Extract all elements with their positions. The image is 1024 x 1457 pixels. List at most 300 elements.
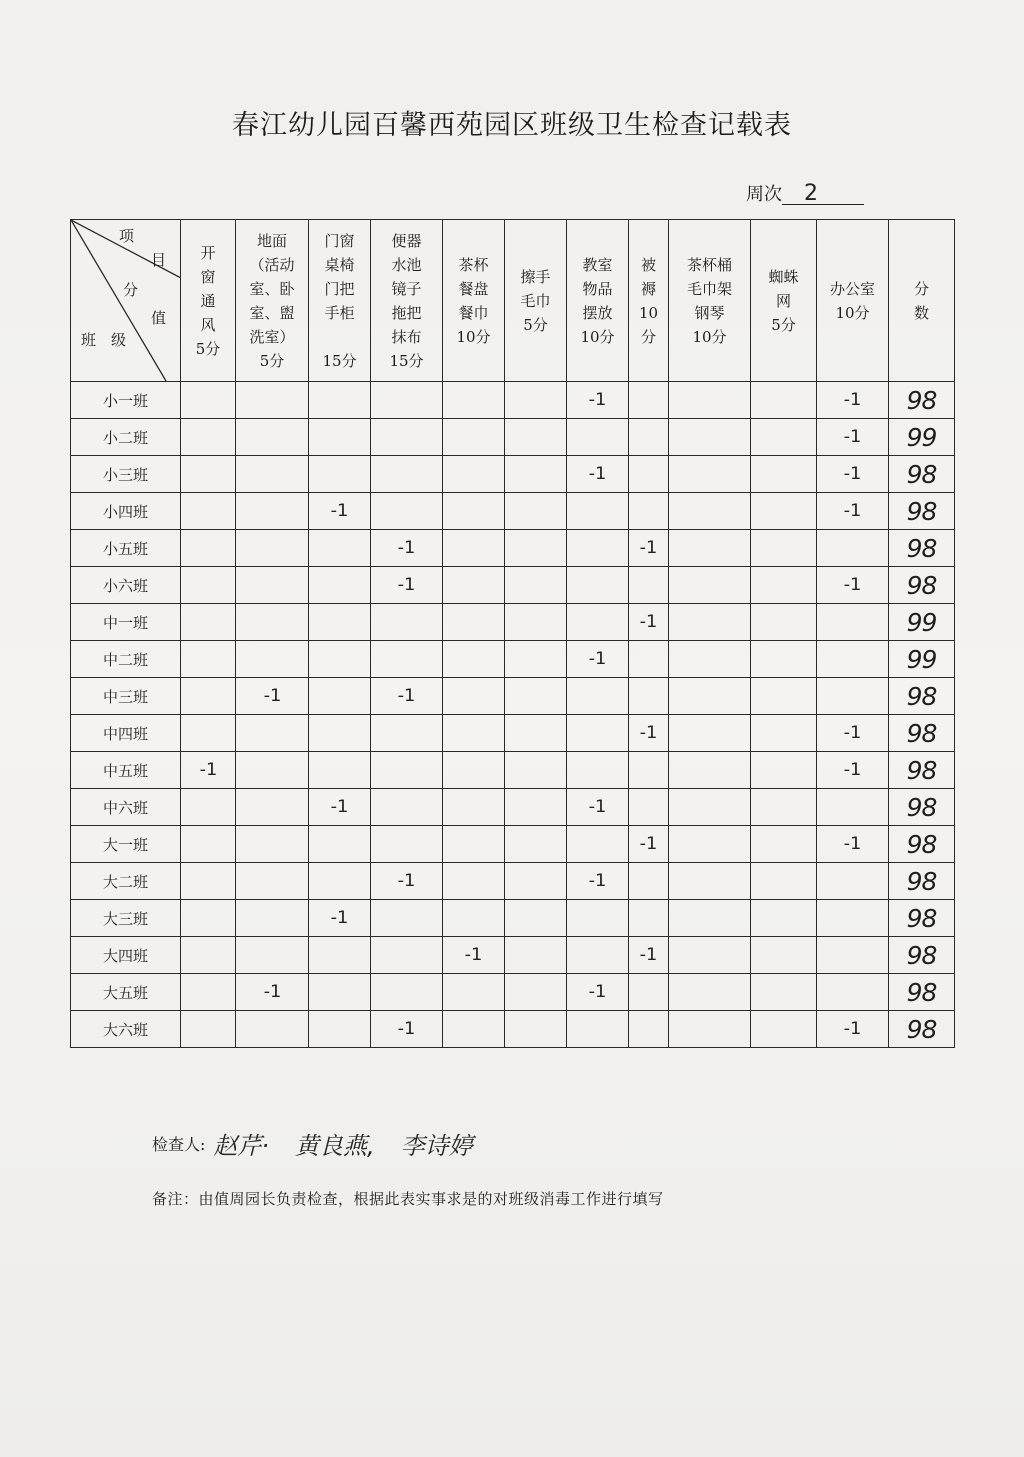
deduction-cell [751,456,817,493]
deduction-cell [371,937,443,974]
column-header-line: 地面 [256,231,287,250]
deduction-cell [505,752,567,789]
deduction-cell [629,641,669,678]
deduction-cell [567,789,629,826]
deduction-cell [309,493,371,530]
column-header-line: 教室 [582,255,613,274]
column-header-line: （活动 [249,255,295,274]
deduction-cell [371,678,443,715]
score-value: 98 [906,1014,937,1044]
deduction-cell [751,567,817,604]
deduction-cell [817,1011,889,1048]
column-header-line: 窗 [200,267,216,286]
score-cell [889,826,955,863]
deduction-mark: -1 [397,686,416,706]
table-row [71,382,955,419]
score-value: 98 [906,977,937,1007]
deduction-cell [181,419,236,456]
header-row [71,220,955,382]
remark-note: 备注：由值周园长负责检查，根据此表实事求是的对班级消毒工作进行填写 [152,1190,664,1208]
deduction-cell [751,974,817,1011]
score-cell [889,604,955,641]
deduction-cell [181,974,236,1011]
column-header-line: 室、卧 [249,279,295,298]
deduction-cell [669,641,751,678]
deduction-mark: -1 [263,686,281,706]
table-row [71,493,955,530]
column-header-line: 餐巾 [458,303,489,322]
deduction-cell [629,863,669,900]
deduction-mark: -1 [843,575,862,595]
deduction-cell [236,863,309,900]
deduction-cell [309,678,371,715]
column-header-line: 手柜 [324,303,355,322]
inspector-signature-1: 赵芹· [213,1132,270,1160]
deduction-cell [751,752,817,789]
deduction-cell [236,419,309,456]
deduction-cell [567,715,629,752]
deduction-cell [309,974,371,1011]
table-row [71,678,955,715]
deduction-cell [669,567,751,604]
deduction-cell [567,493,629,530]
score-cell [889,419,955,456]
deduction-cell [309,863,371,900]
score-value: 98 [906,903,937,933]
deduction-cell [669,530,751,567]
deduction-cell [817,382,889,419]
deduction-cell [629,530,669,567]
score-value: 98 [906,533,937,563]
deduction-cell [236,678,309,715]
score-cell [889,789,955,826]
deduction-cell [669,382,751,419]
deduction-mark: -1 [639,538,658,558]
table-row [71,789,955,826]
inspector-signature-3: 李诗婷 [400,1132,473,1160]
score-cell [889,752,955,789]
deduction-cell [505,863,567,900]
deduction-cell [443,419,505,456]
deduction-cell [443,493,505,530]
deduction-cell [443,900,505,937]
column-header-line: 摆放 [582,303,613,322]
column-header-line: 分 [913,279,929,298]
column-header-2 [236,220,309,382]
column-header-line: 室、盥 [249,303,295,322]
deduction-cell [629,937,669,974]
deduction-mark: -1 [263,982,281,1002]
column-header-line: 桌椅 [324,255,355,274]
column-header-line: 茶杯桶 [686,255,732,274]
deduction-cell [751,1011,817,1048]
column-header-line: 茶杯 [458,255,489,274]
inspection-table [70,219,955,1048]
deduction-cell [181,678,236,715]
deduction-cell [181,826,236,863]
deduction-cell [371,419,443,456]
deduction-cell [309,530,371,567]
deduction-cell [751,493,817,530]
column-header-line: 5分 [771,315,796,334]
deduction-cell [309,382,371,419]
deduction-cell [309,752,371,789]
deduction-cell [505,678,567,715]
deduction-cell [309,715,371,752]
deduction-cell [181,752,236,789]
deduction-cell [751,826,817,863]
column-header-line: 抹布 [391,327,422,346]
deduction-cell [181,456,236,493]
score-value: 98 [906,459,937,489]
deduction-mark: -1 [199,760,217,780]
week-field [746,180,864,206]
column-header-line: 5分 [259,351,285,370]
column-header-4 [371,220,443,382]
score-cell [889,641,955,678]
deduction-cell [309,1011,371,1048]
deduction-mark: -1 [843,390,862,410]
column-header-line: 网 [775,291,791,310]
class-name-cell: 小五班 [71,530,181,567]
deduction-mark: -1 [639,945,658,965]
deduction-cell [751,419,817,456]
deduction-mark: -1 [330,797,349,817]
inspector-signature-2: 黄良燕, [295,1132,375,1160]
corner-item-label: 项 [119,227,135,245]
deduction-cell [181,900,236,937]
deduction-cell [629,826,669,863]
deduction-mark: -1 [588,649,607,669]
class-name-cell: 中六班 [71,789,181,826]
deduction-cell [817,456,889,493]
deduction-mark: -1 [588,871,607,891]
score-cell [889,382,955,419]
deduction-cell [751,937,817,974]
class-name-cell: 大五班 [71,974,181,1011]
deduction-cell [236,604,309,641]
class-name-cell: 大二班 [71,863,181,900]
deduction-cell [669,900,751,937]
deduction-cell [443,789,505,826]
deduction-cell [567,530,629,567]
deduction-cell [309,567,371,604]
page-title: 春江幼儿园百馨西苑园区班级卫生检查记载表 [232,110,792,141]
score-value: 99 [906,422,937,452]
deduction-cell [629,1011,669,1048]
table-body [71,382,955,1048]
deduction-mark: -1 [588,390,607,410]
deduction-cell [629,382,669,419]
class-name-cell: 大三班 [71,900,181,937]
column-header-line: 洗室） [249,327,295,346]
deduction-cell [371,493,443,530]
deduction-cell [669,456,751,493]
deduction-mark: -1 [330,908,349,928]
score-value: 98 [906,570,937,600]
table-row [71,752,955,789]
deduction-cell [505,567,567,604]
table-row [71,1011,955,1048]
deduction-cell [629,456,669,493]
deduction-mark: -1 [843,723,862,743]
score-cell [889,567,955,604]
deduction-cell [505,789,567,826]
score-value: 98 [906,681,937,711]
deduction-mark: -1 [843,834,862,854]
deduction-cell [751,382,817,419]
deduction-cell [567,974,629,1011]
class-name-cell: 小二班 [71,419,181,456]
score-cell [889,1011,955,1048]
deduction-cell [236,456,309,493]
deduction-cell [181,382,236,419]
deduction-cell [817,974,889,1011]
deduction-mark: -1 [639,834,658,854]
class-name-cell: 小一班 [71,382,181,419]
deduction-cell [181,493,236,530]
score-cell [889,678,955,715]
deduction-cell [629,715,669,752]
table-row [71,456,955,493]
deduction-cell [236,1011,309,1048]
deduction-mark: -1 [397,871,416,891]
score-value: 98 [906,829,937,859]
deduction-cell [817,900,889,937]
deduction-cell [751,678,817,715]
deduction-cell [669,863,751,900]
corner-fen-label: 分 [123,281,139,299]
column-header-12 [889,220,955,382]
deduction-cell [443,752,505,789]
deduction-cell [181,715,236,752]
deduction-cell [236,530,309,567]
deduction-cell [443,937,505,974]
column-header-line: 10分 [835,303,870,322]
deduction-cell [629,789,669,826]
corner-class-label: 班 级 [81,331,127,349]
corner-zhi-label: 值 [151,309,167,327]
deduction-mark: -1 [397,538,416,558]
deduction-cell [236,974,309,1011]
deduction-cell [236,493,309,530]
deduction-cell [567,382,629,419]
column-header-line: 便器 [391,231,422,250]
deduction-mark: -1 [588,797,607,817]
deduction-cell [371,752,443,789]
week-value: 2 [782,184,864,205]
deduction-mark: -1 [397,1019,416,1039]
column-header-line: 门把 [324,279,355,298]
deduction-mark: -1 [843,464,862,484]
deduction-cell [751,530,817,567]
column-header-line: 风 [200,315,216,334]
deduction-cell [817,604,889,641]
deduction-cell [629,567,669,604]
corner-cell [71,220,181,382]
deduction-cell [817,419,889,456]
deduction-cell [751,715,817,752]
score-cell [889,456,955,493]
column-header-5 [443,220,505,382]
deduction-cell [371,974,443,1011]
deduction-cell [371,567,443,604]
column-header-line: 15分 [322,351,357,370]
score-value: 98 [906,755,937,785]
deduction-cell [236,752,309,789]
deduction-cell [443,826,505,863]
deduction-cell [629,900,669,937]
deduction-cell [817,863,889,900]
deduction-cell [371,900,443,937]
deduction-mark: -1 [843,427,862,447]
deduction-cell [309,789,371,826]
table-row [71,900,955,937]
deduction-cell [505,974,567,1011]
score-value: 98 [906,940,937,970]
deduction-mark: -1 [588,982,607,1002]
deduction-mark: -1 [330,501,349,521]
deduction-cell [236,937,309,974]
deduction-cell [817,641,889,678]
class-name-cell: 小四班 [71,493,181,530]
column-header-line: 毛巾架 [686,279,732,298]
column-header-line: 分 [640,327,656,346]
week-label: 周次 [746,184,782,205]
score-cell [889,937,955,974]
deduction-cell [817,752,889,789]
class-name-cell: 中五班 [71,752,181,789]
deduction-cell [181,641,236,678]
table-row [71,641,955,678]
deduction-cell [567,863,629,900]
column-header-line: 毛巾 [520,291,551,310]
column-header-6 [505,220,567,382]
deduction-cell [669,419,751,456]
class-name-cell: 大四班 [71,937,181,974]
deduction-cell [181,937,236,974]
deduction-cell [567,826,629,863]
deduction-cell [309,826,371,863]
deduction-cell [181,567,236,604]
column-header-line: 10分 [692,327,727,346]
deduction-cell [567,419,629,456]
deduction-cell [567,641,629,678]
deduction-cell [371,641,443,678]
column-header-1 [181,220,236,382]
column-header-line: 擦手 [520,267,551,286]
inspectors-label: 检查人: [152,1135,206,1154]
deduction-cell [505,826,567,863]
deduction-mark: -1 [588,464,607,484]
deduction-cell [567,937,629,974]
column-header-line: 5分 [523,315,548,334]
deduction-cell [371,604,443,641]
column-header-line: 水池 [391,255,422,274]
deduction-cell [181,1011,236,1048]
column-header-3 [309,220,371,382]
deduction-cell [567,567,629,604]
deduction-cell [309,900,371,937]
deduction-cell [567,456,629,493]
deduction-cell [567,1011,629,1048]
class-name-cell: 小六班 [71,567,181,604]
deduction-cell [443,1011,505,1048]
column-header-line: 拖把 [391,303,422,322]
score-cell [889,493,955,530]
deduction-cell [443,382,505,419]
deduction-cell [505,900,567,937]
deduction-cell [443,641,505,678]
column-header-7 [567,220,629,382]
deduction-cell [751,789,817,826]
score-value: 99 [906,607,937,637]
score-value: 98 [906,792,937,822]
column-header-line: 门窗 [324,231,355,250]
deduction-cell [505,493,567,530]
deduction-mark: -1 [843,1019,862,1039]
deduction-cell [236,900,309,937]
deduction-cell [629,493,669,530]
class-name-cell: 中一班 [71,604,181,641]
deduction-cell [751,641,817,678]
column-header-line [309,325,370,349]
deduction-cell [817,530,889,567]
deduction-cell [629,678,669,715]
deduction-cell [181,604,236,641]
score-cell [889,863,955,900]
table-row [71,826,955,863]
class-name-cell: 小三班 [71,456,181,493]
column-header-line: 钢琴 [694,303,725,322]
deduction-cell [309,419,371,456]
deduction-cell [371,863,443,900]
deduction-cell [751,604,817,641]
deduction-cell [817,789,889,826]
deduction-cell [236,715,309,752]
column-header-line: 镜子 [391,279,422,298]
score-value: 98 [906,496,937,526]
deduction-cell [505,937,567,974]
score-cell [889,530,955,567]
deduction-cell [505,1011,567,1048]
deduction-cell [443,863,505,900]
deduction-cell [751,863,817,900]
deduction-cell [817,826,889,863]
table-row [71,604,955,641]
table-row [71,715,955,752]
class-name-cell: 中三班 [71,678,181,715]
column-header-line: 被 [640,255,656,274]
table-row [71,419,955,456]
table-row [71,530,955,567]
deduction-cell [505,530,567,567]
deduction-cell [236,382,309,419]
deduction-cell [181,530,236,567]
deduction-cell [236,567,309,604]
deduction-cell [669,974,751,1011]
deduction-cell [181,863,236,900]
deduction-cell [629,752,669,789]
deduction-cell [371,789,443,826]
inspectors-line [152,1126,491,1161]
deduction-cell [629,604,669,641]
deduction-cell [629,974,669,1011]
deduction-mark: -1 [843,501,862,521]
deduction-cell [309,641,371,678]
deduction-cell [567,604,629,641]
column-header-line: 开 [200,243,216,262]
